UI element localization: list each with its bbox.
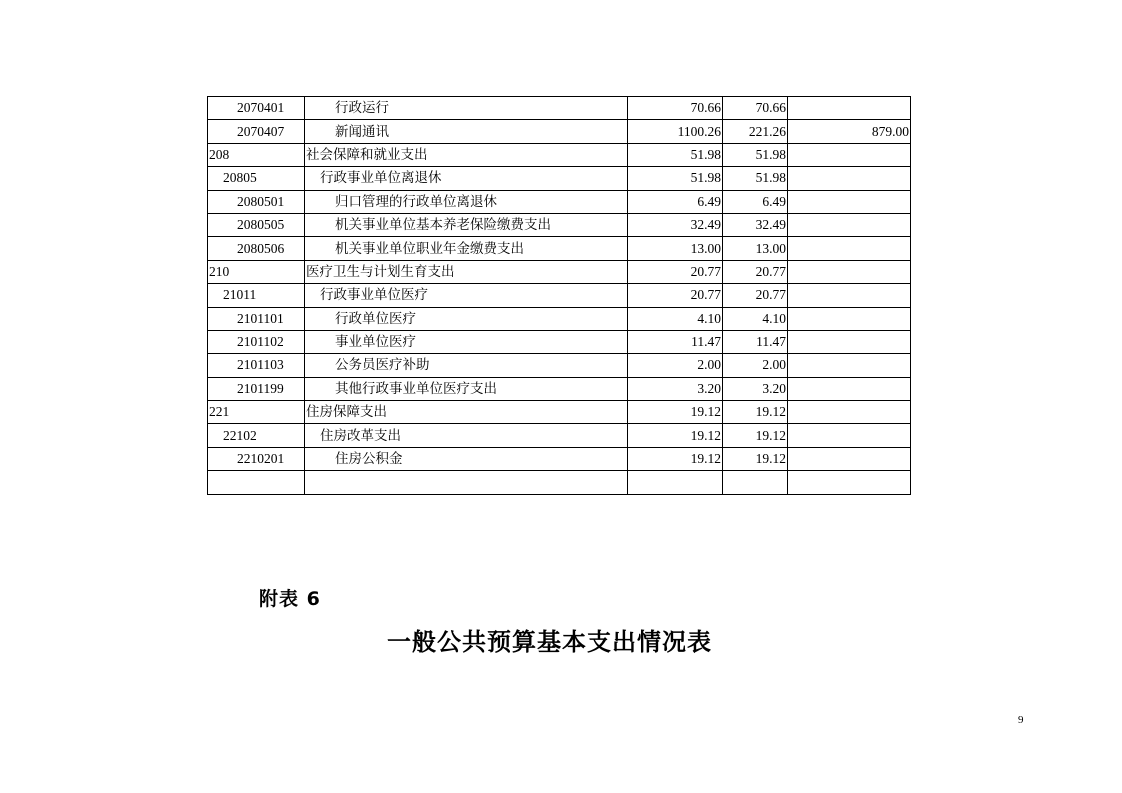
cell-basic: 19.12 <box>723 424 788 447</box>
cell-total: 19.12 <box>628 424 723 447</box>
cell-name: 行政运行 <box>305 97 628 120</box>
table-row <box>208 447 911 470</box>
table-row <box>208 97 911 120</box>
cell-code: 22102 <box>208 424 305 447</box>
cell-basic: 20.77 <box>723 260 788 283</box>
cell-basic: 19.12 <box>723 447 788 470</box>
cell-code: 2101103 <box>208 354 305 377</box>
cell-name: 新闻通讯 <box>305 120 628 143</box>
table-row <box>208 284 911 307</box>
cell-total: 3.20 <box>628 377 723 400</box>
cell-code: 2210201 <box>208 447 305 470</box>
table-row <box>208 424 911 447</box>
cell-code: 2080505 <box>208 213 305 236</box>
table-row <box>208 307 911 330</box>
cell-basic: 13.00 <box>723 237 788 260</box>
cell-total: 32.49 <box>628 213 723 236</box>
cell-total: 70.66 <box>628 97 723 120</box>
cell-project <box>788 424 911 447</box>
cell-total: 20.77 <box>628 260 723 283</box>
cell-name: 归口管理的行政单位离退休 <box>305 190 628 213</box>
cell-total: 6.49 <box>628 190 723 213</box>
cell-code <box>208 471 305 494</box>
table-row <box>208 190 911 213</box>
cell-basic: 3.20 <box>723 377 788 400</box>
table-row <box>208 120 911 143</box>
cell-total: 51.98 <box>628 167 723 190</box>
cell-basic <box>723 471 788 494</box>
cell-project <box>788 330 911 353</box>
cell-basic: 32.49 <box>723 213 788 236</box>
cell-project <box>788 307 911 330</box>
cell-project <box>788 447 911 470</box>
cell-name: 住房公积金 <box>305 447 628 470</box>
cell-name: 医疗卫生与计划生育支出 <box>305 260 628 283</box>
cell-name: 住房改革支出 <box>305 424 628 447</box>
cell-project <box>788 471 911 494</box>
cell-total: 51.98 <box>628 143 723 166</box>
cell-name: 社会保障和就业支出 <box>305 143 628 166</box>
cell-code: 221 <box>208 401 305 424</box>
table-row <box>208 354 911 377</box>
cell-code: 2101199 <box>208 377 305 400</box>
cell-code: 2080501 <box>208 190 305 213</box>
table-row <box>208 213 911 236</box>
cell-name: 其他行政事业单位医疗支出 <box>305 377 628 400</box>
cell-code: 2101102 <box>208 330 305 353</box>
cell-total: 20.77 <box>628 284 723 307</box>
budget-table <box>207 96 911 495</box>
table-row <box>208 377 911 400</box>
cell-code: 208 <box>208 143 305 166</box>
cell-project <box>788 354 911 377</box>
cell-name: 事业单位医疗 <box>305 330 628 353</box>
cell-basic: 20.77 <box>723 284 788 307</box>
cell-total: 11.47 <box>628 330 723 353</box>
cell-project <box>788 213 911 236</box>
cell-name: 行政事业单位离退休 <box>305 167 628 190</box>
page-title: 一般公共预算基本支出情况表 <box>387 628 712 656</box>
cell-basic: 51.98 <box>723 167 788 190</box>
cell-code: 21011 <box>208 284 305 307</box>
table-row <box>208 260 911 283</box>
cell-project <box>788 237 911 260</box>
cell-project <box>788 167 911 190</box>
cell-code: 2070407 <box>208 120 305 143</box>
cell-total: 19.12 <box>628 401 723 424</box>
cell-project: 879.00 <box>788 120 911 143</box>
cell-code: 2101101 <box>208 307 305 330</box>
cell-total: 13.00 <box>628 237 723 260</box>
cell-name: 行政单位医疗 <box>305 307 628 330</box>
cell-project <box>788 284 911 307</box>
cell-basic: 51.98 <box>723 143 788 166</box>
cell-project <box>788 143 911 166</box>
cell-name: 行政事业单位医疗 <box>305 284 628 307</box>
table-row <box>208 143 911 166</box>
cell-basic: 19.12 <box>723 401 788 424</box>
table-row <box>208 330 911 353</box>
cell-total: 1100.26 <box>628 120 723 143</box>
cell-name: 机关事业单位基本养老保险缴费支出 <box>305 213 628 236</box>
cell-name: 住房保障支出 <box>305 401 628 424</box>
table-row <box>208 167 911 190</box>
cell-project <box>788 97 911 120</box>
cell-basic: 4.10 <box>723 307 788 330</box>
cell-code: 2080506 <box>208 237 305 260</box>
table-row <box>208 401 911 424</box>
cell-code: 2070401 <box>208 97 305 120</box>
cell-name <box>305 471 628 494</box>
cell-basic: 221.26 <box>723 120 788 143</box>
cell-name: 机关事业单位职业年金缴费支出 <box>305 237 628 260</box>
cell-total: 2.00 <box>628 354 723 377</box>
page-number: 9 <box>1018 714 1024 726</box>
cell-total: 19.12 <box>628 447 723 470</box>
cell-code: 210 <box>208 260 305 283</box>
cell-project <box>788 190 911 213</box>
cell-project <box>788 377 911 400</box>
cell-total: 4.10 <box>628 307 723 330</box>
annex-label: 附表 6 <box>259 588 321 610</box>
cell-code: 20805 <box>208 167 305 190</box>
cell-name: 公务员医疗补助 <box>305 354 628 377</box>
table-row <box>208 237 911 260</box>
cell-basic: 11.47 <box>723 330 788 353</box>
cell-project <box>788 260 911 283</box>
cell-basic: 2.00 <box>723 354 788 377</box>
cell-project <box>788 401 911 424</box>
cell-total <box>628 471 723 494</box>
cell-basic: 6.49 <box>723 190 788 213</box>
cell-basic: 70.66 <box>723 97 788 120</box>
table-row-empty <box>208 471 911 494</box>
